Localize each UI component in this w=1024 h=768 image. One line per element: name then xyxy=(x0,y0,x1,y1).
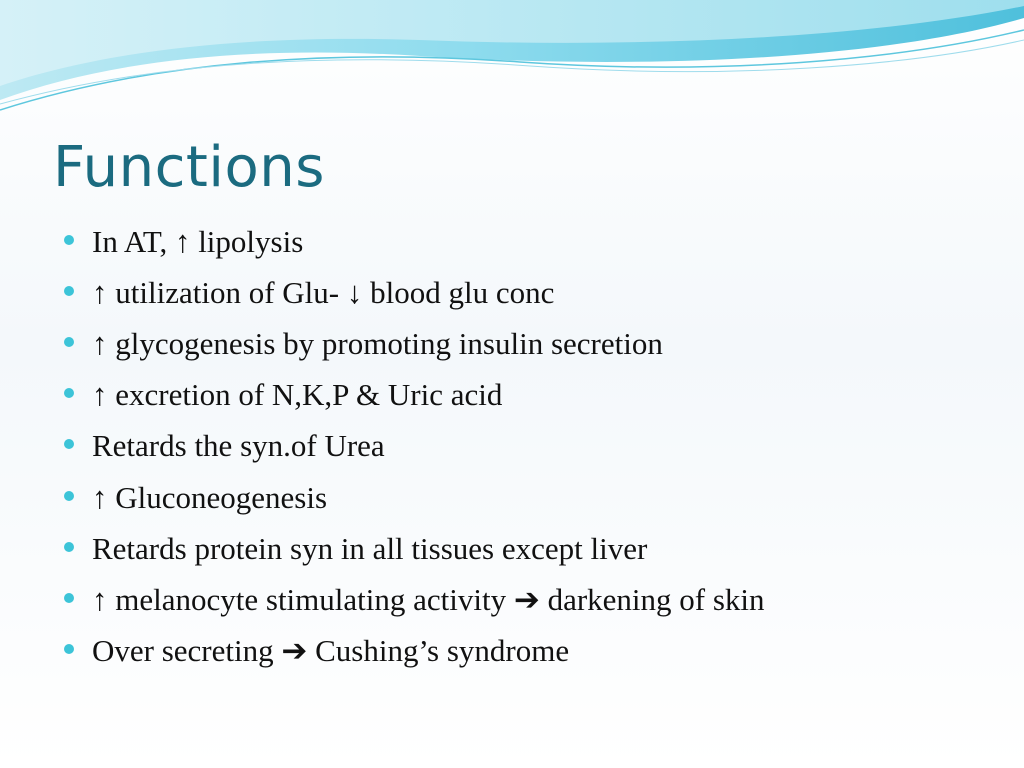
bullet-item xyxy=(64,269,1004,320)
bullet-text: ↑ utilization of Glu- ↓ blood glu conc xyxy=(92,274,555,310)
bullet-text: Retards the syn.of Urea xyxy=(92,428,385,464)
bullet-text: ↑ glycogenesis by promoting insulin secretion xyxy=(92,326,663,362)
bullet-dot-icon xyxy=(64,235,74,245)
decorative-wave-header xyxy=(0,0,1024,120)
bullet-item xyxy=(64,628,1004,679)
bullet-list xyxy=(64,218,1004,679)
bullet-item xyxy=(64,474,1004,525)
slide-title: Functions xyxy=(53,135,325,200)
bullet-dot-icon xyxy=(64,388,74,398)
bullet-dot-icon xyxy=(64,542,74,552)
bullet-text: In AT, ↑ lipolysis xyxy=(92,223,304,259)
bullet-dot-icon xyxy=(64,491,74,501)
bullet-dot-icon xyxy=(64,439,74,449)
bullet-dot-icon xyxy=(64,593,74,603)
bullet-item xyxy=(64,576,1004,627)
bullet-text: Over secreting ➔ Cushing’s syndrome xyxy=(92,633,570,669)
bullet-text: Retards protein syn in all tissues except liver xyxy=(92,530,648,566)
bullet-item xyxy=(64,423,1004,474)
bullet-text: ↑ excretion of N,K,P & Uric acid xyxy=(92,377,503,413)
bullet-text: ↑ melanocyte stimulating activity ➔ darkening of skin xyxy=(92,582,765,618)
bullet-dot-icon xyxy=(64,337,74,347)
bullet-item xyxy=(64,525,1004,576)
bullet-text: ↑ Gluconeogenesis xyxy=(92,479,328,515)
bullet-item xyxy=(64,372,1004,423)
bullet-item xyxy=(64,320,1004,371)
bullet-item xyxy=(64,218,1004,269)
bullet-dot-icon xyxy=(64,286,74,296)
bullet-dot-icon xyxy=(64,644,74,654)
